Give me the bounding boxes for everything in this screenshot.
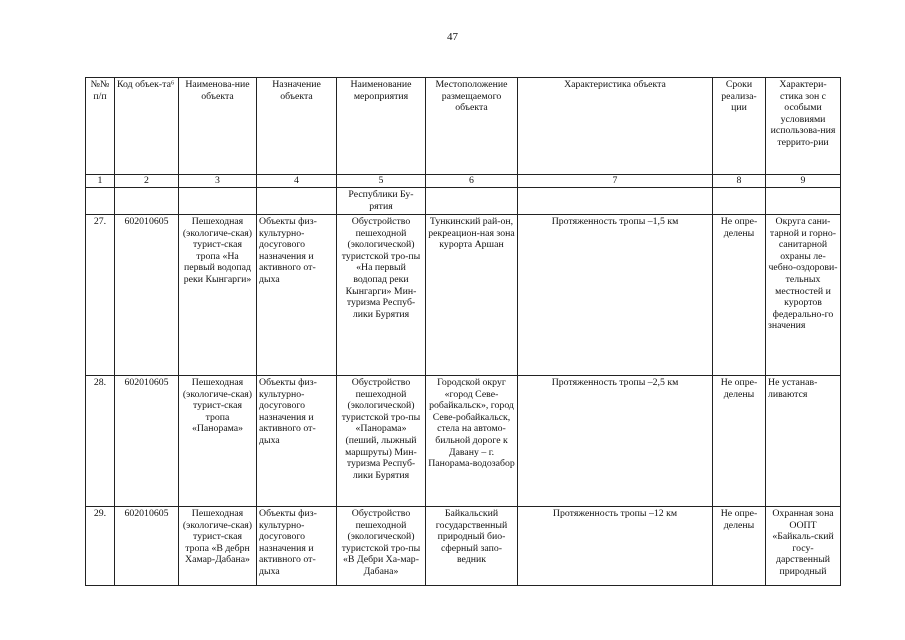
column-number: 1 bbox=[86, 175, 115, 188]
row-number: 27. bbox=[86, 215, 115, 376]
table-cell bbox=[86, 188, 115, 215]
page-number: 47 bbox=[447, 31, 458, 43]
object-purpose: Объекты физ-культурно-досугового назначения и активного от-дыха bbox=[257, 376, 337, 507]
column-number: 6 bbox=[426, 175, 518, 188]
object-name: Пешеходная (экологиче-ская) турист-ская тропа «На первый водопад реки Кынгарги» bbox=[179, 215, 257, 376]
row-number: 29. bbox=[86, 507, 115, 586]
column-number: 3 bbox=[179, 175, 257, 188]
table-row bbox=[86, 376, 841, 507]
table-cell bbox=[766, 188, 841, 215]
objects-table bbox=[85, 77, 841, 586]
table-cell bbox=[115, 188, 179, 215]
header-cell-location: Местоположение размещаемого объекта bbox=[426, 78, 518, 175]
object-name: Пешеходная (экологиче-ская) турист-ская тропа «Панорама» bbox=[179, 376, 257, 507]
column-number: 8 bbox=[713, 175, 766, 188]
table-cell bbox=[179, 188, 257, 215]
table-cell bbox=[426, 188, 518, 215]
object-purpose: Объекты физ-культурно-досугового назначения и активного от-дыха bbox=[257, 507, 337, 586]
object-characteristic: Протяженность тропы –1,5 км bbox=[518, 215, 713, 376]
column-number: 7 bbox=[518, 175, 713, 188]
object-code: 602010605 bbox=[115, 507, 179, 586]
object-characteristic: Протяженность тропы –2,5 км bbox=[518, 376, 713, 507]
header-cell-purpose: Назначение объекта bbox=[257, 78, 337, 175]
table-cell bbox=[257, 188, 337, 215]
table-cell bbox=[518, 188, 713, 215]
object-characteristic: Протяженность тропы –12 км bbox=[518, 507, 713, 586]
special-zones: Охранная зона ООПТ «Байкаль-ский госу-дарственный природный bbox=[766, 507, 841, 586]
table-row bbox=[86, 507, 841, 586]
implementation-terms: Не опре-делены bbox=[713, 215, 766, 376]
table-cell: Республики Бу-рятия bbox=[337, 188, 426, 215]
measure-name: Обустройство пешеходной (экологической) туристской тро-пы «Панорама» (пеший, лыжный маршруты) Мин-туризма Респуб-лики Бурятия bbox=[337, 376, 426, 507]
measure-name: Обустройство пешеходной (экологической) туристской тро-пы «В Дебри Ха-мар-Дабана» bbox=[337, 507, 426, 586]
header-cell-name: Наименова-ние объекта bbox=[179, 78, 257, 175]
column-number: 9 bbox=[766, 175, 841, 188]
special-zones: Не устанав-ливаются bbox=[766, 376, 841, 507]
header-cell-num: №№ п/п bbox=[86, 78, 115, 175]
object-name: Пешеходная (экологиче-ская) турист-ская тропа «В дебрн Хамар-Дабана» bbox=[179, 507, 257, 586]
object-location: Городской округ «город Севе-робайкальск», город Севе-робайкальск, стела на автомо-бильной дороге к Давану – г. Панорама-водозабор bbox=[426, 376, 518, 507]
object-location: Байкальский государственный природный био-сферный запо-ведник bbox=[426, 507, 518, 586]
column-number: 2 bbox=[115, 175, 179, 188]
object-location: Тункинский рай-он, рекреацион-ная зона курорта Аршан bbox=[426, 215, 518, 376]
implementation-terms: Не опре-делены bbox=[713, 507, 766, 586]
header-cell-code: Код объек-та⁶ bbox=[115, 78, 179, 175]
row-number: 28. bbox=[86, 376, 115, 507]
table-cell bbox=[713, 188, 766, 215]
table-row bbox=[86, 215, 841, 376]
object-code: 602010605 bbox=[115, 215, 179, 376]
header-cell-characteristic: Характеристика объекта bbox=[518, 78, 713, 175]
column-number: 5 bbox=[337, 175, 426, 188]
continuation-row bbox=[86, 188, 841, 215]
special-zones: Округа сани-тарной и горно-санитарной охраны ле-чебно-оздорови-тельных местностей и курортов федерально-го значения bbox=[766, 215, 841, 376]
header-cell-terms: Сроки реализа-ции bbox=[713, 78, 766, 175]
object-purpose: Объекты физ-культурно-досугового назначения и активного от-дыха bbox=[257, 215, 337, 376]
column-number-row bbox=[86, 175, 841, 188]
implementation-terms: Не опре-делены bbox=[713, 376, 766, 507]
object-code: 602010605 bbox=[115, 376, 179, 507]
header-cell-zones: Характери-стика зон с особыми условиями использова-ния террито-рии bbox=[766, 78, 841, 175]
measure-name: Обустройство пешеходной (экологической) туристской тро-пы «На первый водопад реки Кынгарги» Мин-туризма Респуб-лики Бурятия bbox=[337, 215, 426, 376]
header-cell-measure: Наименование мероприятия bbox=[337, 78, 426, 175]
header-row bbox=[86, 78, 841, 175]
column-number: 4 bbox=[257, 175, 337, 188]
